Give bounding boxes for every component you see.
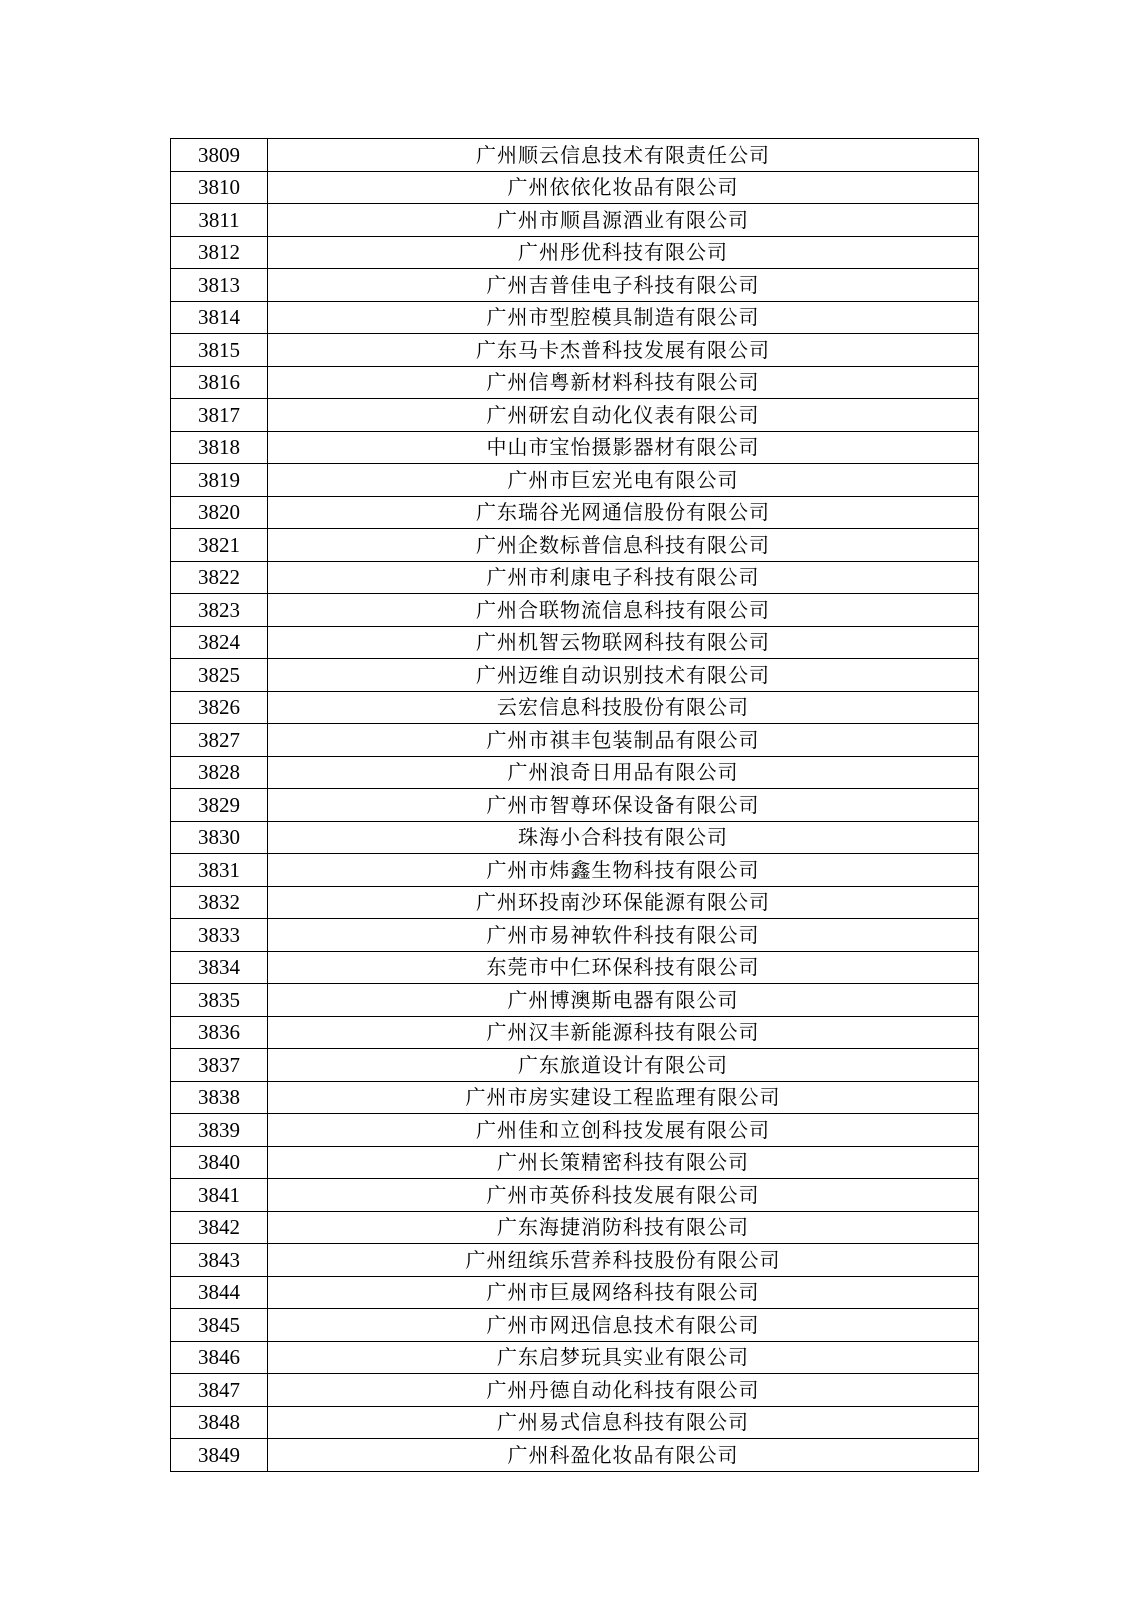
row-number: 3825	[171, 659, 268, 692]
company-name: 广东瑞谷光网通信股份有限公司	[268, 496, 979, 529]
company-name: 广州彤优科技有限公司	[268, 236, 979, 269]
table-row	[171, 1439, 979, 1472]
table-row	[171, 626, 979, 659]
company-name: 广州市祺丰包装制品有限公司	[268, 724, 979, 757]
company-name: 广州丹德自动化科技有限公司	[268, 1374, 979, 1407]
company-name: 广州吉普佳电子科技有限公司	[268, 269, 979, 302]
company-name: 广州市巨宏光电有限公司	[268, 464, 979, 497]
table-row	[171, 236, 979, 269]
company-name: 广州企数标普信息科技有限公司	[268, 529, 979, 562]
company-name: 广州科盈化妆品有限公司	[268, 1439, 979, 1472]
row-number: 3838	[171, 1081, 268, 1114]
row-number: 3814	[171, 301, 268, 334]
row-number: 3815	[171, 334, 268, 367]
table-row	[171, 1374, 979, 1407]
company-name: 广州长策精密科技有限公司	[268, 1146, 979, 1179]
row-number: 3837	[171, 1049, 268, 1082]
company-list-body	[171, 139, 979, 1472]
company-name: 中山市宝怡摄影器材有限公司	[268, 431, 979, 464]
table-row	[171, 204, 979, 237]
table-row	[171, 951, 979, 984]
table-row	[171, 854, 979, 887]
row-number: 3832	[171, 886, 268, 919]
company-name: 广州环投南沙环保能源有限公司	[268, 886, 979, 919]
company-name: 广州市巨晟网络科技有限公司	[268, 1276, 979, 1309]
row-number: 3821	[171, 529, 268, 562]
row-number: 3828	[171, 756, 268, 789]
company-name: 广州依依化妆品有限公司	[268, 171, 979, 204]
row-number: 3835	[171, 984, 268, 1017]
company-name: 广州市利康电子科技有限公司	[268, 561, 979, 594]
company-name: 广州市型腔模具制造有限公司	[268, 301, 979, 334]
company-name: 广州顺云信息技术有限责任公司	[268, 139, 979, 172]
row-number: 3849	[171, 1439, 268, 1472]
table-row	[171, 171, 979, 204]
table-row	[171, 1179, 979, 1212]
table-row	[171, 1309, 979, 1342]
company-name: 广东旅道设计有限公司	[268, 1049, 979, 1082]
row-number: 3840	[171, 1146, 268, 1179]
row-number: 3829	[171, 789, 268, 822]
table-row	[171, 1244, 979, 1277]
table-row	[171, 691, 979, 724]
company-name: 广州易式信息科技有限公司	[268, 1406, 979, 1439]
row-number: 3822	[171, 561, 268, 594]
row-number: 3847	[171, 1374, 268, 1407]
table-row	[171, 496, 979, 529]
table-row	[171, 984, 979, 1017]
row-number: 3827	[171, 724, 268, 757]
company-name: 广州市英侨科技发展有限公司	[268, 1179, 979, 1212]
row-number: 3844	[171, 1276, 268, 1309]
row-number: 3841	[171, 1179, 268, 1212]
company-name: 广州研宏自动化仪表有限公司	[268, 399, 979, 432]
table-row	[171, 366, 979, 399]
company-name: 广州纽缤乐营养科技股份有限公司	[268, 1244, 979, 1277]
company-name: 广州市炜鑫生物科技有限公司	[268, 854, 979, 887]
table-row	[171, 1049, 979, 1082]
company-name: 广东启梦玩具实业有限公司	[268, 1341, 979, 1374]
table-row	[171, 1016, 979, 1049]
table-row	[171, 269, 979, 302]
company-name: 广州信粤新材料科技有限公司	[268, 366, 979, 399]
row-number: 3813	[171, 269, 268, 302]
table-row	[171, 1406, 979, 1439]
table-row	[171, 464, 979, 497]
row-number: 3820	[171, 496, 268, 529]
row-number: 3836	[171, 1016, 268, 1049]
company-name: 广州合联物流信息科技有限公司	[268, 594, 979, 627]
row-number: 3817	[171, 399, 268, 432]
company-name: 云宏信息科技股份有限公司	[268, 691, 979, 724]
table-row	[171, 659, 979, 692]
table-row	[171, 1114, 979, 1147]
row-number: 3810	[171, 171, 268, 204]
table-row	[171, 561, 979, 594]
company-name: 广州佳和立创科技发展有限公司	[268, 1114, 979, 1147]
company-name: 广东马卡杰普科技发展有限公司	[268, 334, 979, 367]
row-number: 3824	[171, 626, 268, 659]
row-number: 3833	[171, 919, 268, 952]
row-number: 3842	[171, 1211, 268, 1244]
row-number: 3816	[171, 366, 268, 399]
row-number: 3839	[171, 1114, 268, 1147]
row-number: 3809	[171, 139, 268, 172]
row-number: 3818	[171, 431, 268, 464]
table-row	[171, 1341, 979, 1374]
row-number: 3830	[171, 821, 268, 854]
company-name: 广州市房实建设工程监理有限公司	[268, 1081, 979, 1114]
row-number: 3834	[171, 951, 268, 984]
row-number: 3811	[171, 204, 268, 237]
company-name: 广州博澳斯电器有限公司	[268, 984, 979, 1017]
row-number: 3826	[171, 691, 268, 724]
row-number: 3819	[171, 464, 268, 497]
row-number: 3812	[171, 236, 268, 269]
table-row	[171, 1211, 979, 1244]
row-number: 3843	[171, 1244, 268, 1277]
table-row	[171, 886, 979, 919]
row-number: 3831	[171, 854, 268, 887]
company-name: 珠海小合科技有限公司	[268, 821, 979, 854]
company-name: 广州机智云物联网科技有限公司	[268, 626, 979, 659]
row-number: 3848	[171, 1406, 268, 1439]
row-number: 3845	[171, 1309, 268, 1342]
company-name: 广州市顺昌源酒业有限公司	[268, 204, 979, 237]
company-name: 广东海捷消防科技有限公司	[268, 1211, 979, 1244]
company-name: 广州市智尊环保设备有限公司	[268, 789, 979, 822]
table-row	[171, 821, 979, 854]
table-row	[171, 756, 979, 789]
table-row	[171, 334, 979, 367]
company-name: 广州市易神软件科技有限公司	[268, 919, 979, 952]
table-row	[171, 919, 979, 952]
company-list-table	[170, 138, 979, 1472]
company-name: 东莞市中仁环保科技有限公司	[268, 951, 979, 984]
table-row	[171, 1081, 979, 1114]
table-row	[171, 1146, 979, 1179]
company-name: 广州迈维自动识别技术有限公司	[268, 659, 979, 692]
row-number: 3846	[171, 1341, 268, 1374]
row-number: 3823	[171, 594, 268, 627]
table-row	[171, 789, 979, 822]
table-row	[171, 139, 979, 172]
company-name: 广州汉丰新能源科技有限公司	[268, 1016, 979, 1049]
table-row	[171, 724, 979, 757]
table-row	[171, 1276, 979, 1309]
table-row	[171, 431, 979, 464]
company-name: 广州浪奇日用品有限公司	[268, 756, 979, 789]
company-name: 广州市网迅信息技术有限公司	[268, 1309, 979, 1342]
table-row	[171, 529, 979, 562]
table-row	[171, 399, 979, 432]
table-row	[171, 594, 979, 627]
table-row	[171, 301, 979, 334]
